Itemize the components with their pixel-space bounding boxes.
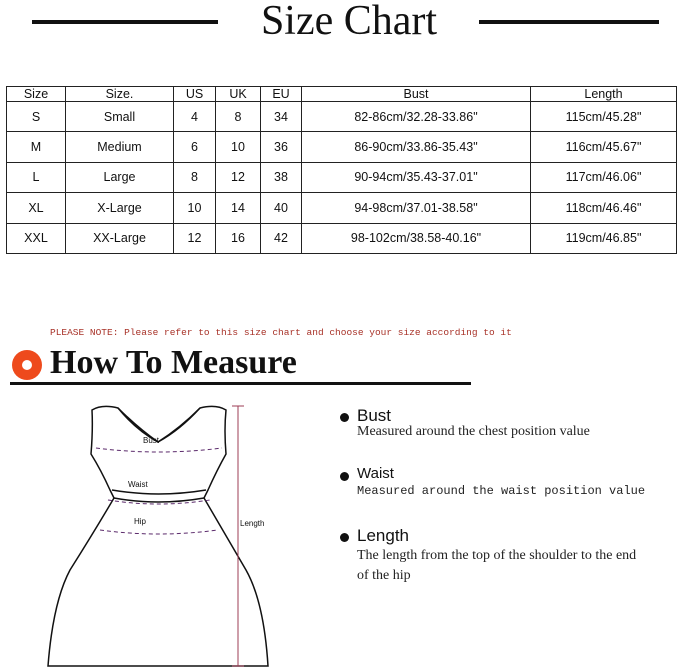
- table-cell: 42: [261, 223, 302, 253]
- table-header-row: [7, 87, 677, 102]
- measure-item-name: Length: [357, 526, 409, 545]
- section-title: How To Measure: [50, 344, 297, 381]
- table-cell: XL: [7, 193, 66, 223]
- table-cell: 14: [216, 193, 261, 223]
- dress-diagram: [40, 398, 300, 670]
- waist-seam: [112, 490, 206, 494]
- column-header: Bust: [302, 87, 531, 102]
- column-header: Size: [7, 87, 66, 102]
- measure-item-desc: Measured around the chest position value: [357, 424, 590, 439]
- table-cell: 94-98cm/37.01-38.58": [302, 193, 531, 223]
- table-cell: 115cm/45.28": [531, 102, 677, 132]
- table-row: [7, 193, 677, 223]
- measure-item-desc: The length from the top of the shoulder to the end of the hip: [357, 548, 637, 583]
- waist-seam-lower: [114, 498, 204, 502]
- table-row: [7, 223, 677, 253]
- table-cell: 36: [261, 132, 302, 162]
- table-cell: 10: [216, 132, 261, 162]
- column-header: EU: [261, 87, 302, 102]
- table-cell: 119cm/46.85": [531, 223, 677, 253]
- table-cell: L: [7, 162, 66, 192]
- table-cell: 98-102cm/38.58-40.16": [302, 223, 531, 253]
- how-to-measure-header: [10, 342, 480, 390]
- table-cell: 8: [174, 162, 216, 192]
- table-cell: 86-90cm/33.86-35.43": [302, 132, 531, 162]
- table-cell: Large: [66, 162, 174, 192]
- table-cell: 40: [261, 193, 302, 223]
- table-cell: Medium: [66, 132, 174, 162]
- table-row: [7, 132, 677, 162]
- ring-bullet-icon: [12, 350, 42, 380]
- measure-item-name: Bust: [357, 406, 392, 425]
- table-cell: 10: [174, 193, 216, 223]
- header-rule-left: [32, 20, 218, 24]
- header-rule-right: [479, 20, 659, 24]
- table-cell: 118cm/46.46": [531, 193, 677, 223]
- table-cell: 12: [174, 223, 216, 253]
- column-header: Size.: [66, 87, 174, 102]
- waist-label: Waist: [128, 480, 148, 489]
- hip-label: Hip: [134, 517, 147, 526]
- size-note: PLEASE NOTE: Please refer to this size chart and choose your size according to it: [50, 327, 512, 338]
- bullet-icon: [340, 533, 349, 542]
- bullet-icon: [340, 413, 349, 422]
- section-rule: [10, 382, 471, 385]
- table-cell: Small: [66, 102, 174, 132]
- column-header: UK: [216, 87, 261, 102]
- table-cell: 4: [174, 102, 216, 132]
- page-title: Size Chart: [260, 0, 438, 44]
- hip-measure-line: [100, 530, 218, 534]
- measure-item-name: Waist: [357, 465, 394, 482]
- table-cell: M: [7, 132, 66, 162]
- length-label: Length: [240, 519, 265, 528]
- table-cell: XX-Large: [66, 223, 174, 253]
- table-cell: S: [7, 102, 66, 132]
- table-row: [7, 162, 677, 192]
- size-chart-header: [0, 0, 679, 46]
- table-cell: 38: [261, 162, 302, 192]
- table-cell: 6: [174, 132, 216, 162]
- bust-measure-line: [96, 448, 222, 452]
- table-cell: 90-94cm/35.43-37.01": [302, 162, 531, 192]
- size-table: [6, 86, 677, 254]
- table-cell: 8: [216, 102, 261, 132]
- table-cell: 116cm/45.67": [531, 132, 677, 162]
- dress-outline: [48, 406, 268, 666]
- table-cell: 82-86cm/32.28-33.86": [302, 102, 531, 132]
- column-header: US: [174, 87, 216, 102]
- bust-label: Bust: [143, 436, 160, 445]
- table-cell: 34: [261, 102, 302, 132]
- table-cell: 117cm/46.06": [531, 162, 677, 192]
- table-cell: 16: [216, 223, 261, 253]
- bullet-icon: [340, 472, 349, 481]
- table-cell: X-Large: [66, 193, 174, 223]
- table-cell: 12: [216, 162, 261, 192]
- measure-item-desc: Measured around the waist position value: [357, 484, 646, 498]
- column-header: Length: [531, 87, 677, 102]
- table-row: [7, 102, 677, 132]
- table-cell: XXL: [7, 223, 66, 253]
